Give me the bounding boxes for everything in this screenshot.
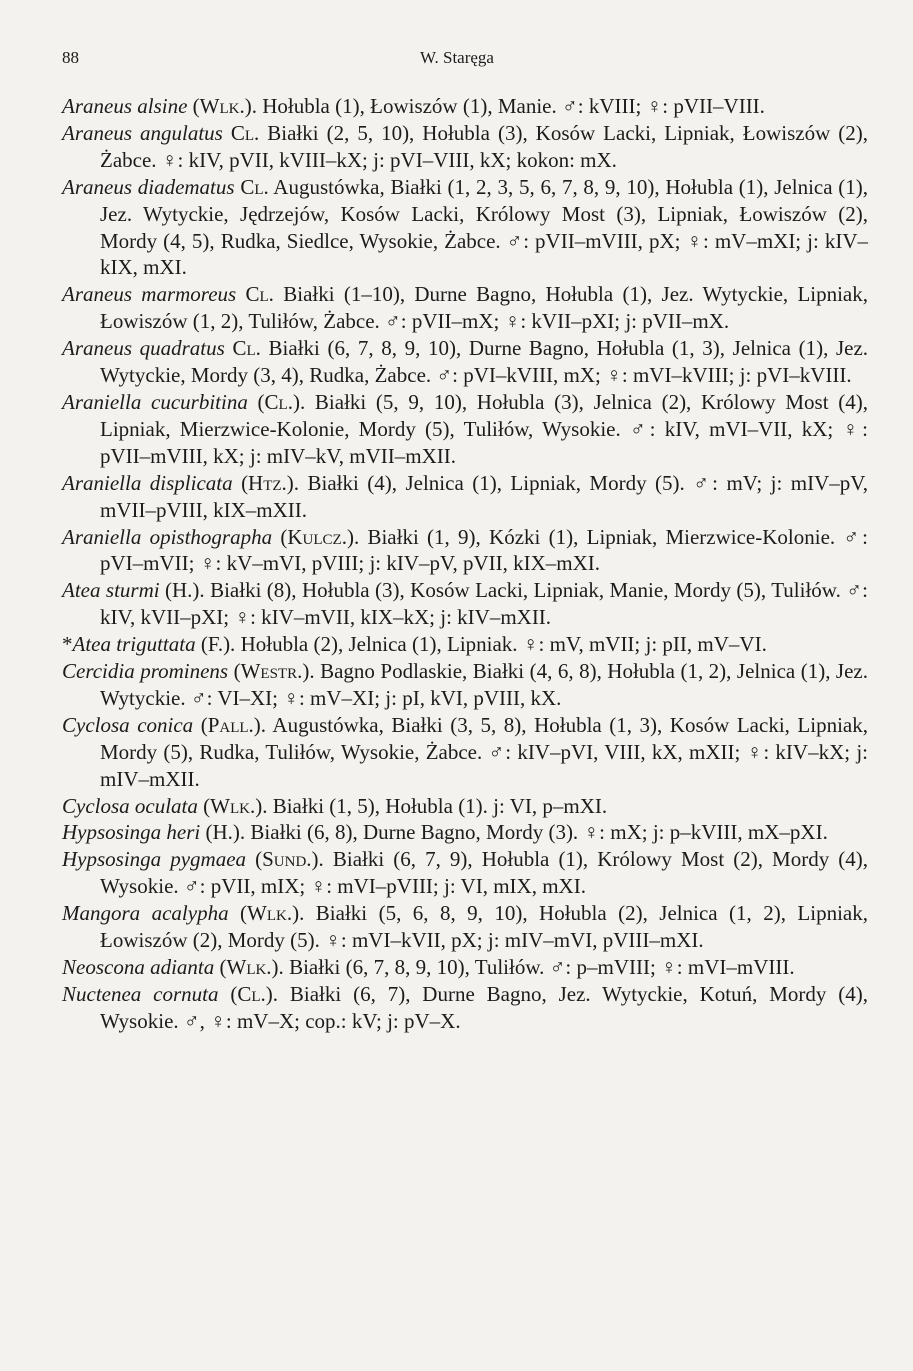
species-author: (F.). — [200, 632, 236, 657]
species-author: (Pall.). — [200, 712, 267, 737]
entry-text: Hołubla (1), Łowiszów (1), Manie. ♂: kVIII; ♀: pVII–VIII. — [256, 94, 765, 118]
entry-text: Białki (6, 7, 9), Hołubla (1), Królowy Most (2), Mordy (4), Wysokie. ♂: pVII, mIX; ♀: mVI–pVIII; j: VI, mIX, mXI. — [100, 847, 868, 899]
species-entry — [62, 335, 868, 389]
species-author: (Wlk.). — [240, 901, 305, 926]
species-name: Atea triguttata — [72, 632, 196, 657]
species-entry — [62, 658, 868, 712]
species-author: Cl. — [245, 282, 274, 307]
species-name: Cyclosa conica — [62, 712, 194, 737]
species-entry — [62, 470, 868, 524]
entry-text: Białki (5, 9, 10), Hołubla (3), Jelnica (2), Królowy Most (4), Lipniak, Mierzwice-Kolonie, Mordy (5), Tuliłów, Wysokie. ♂: kIV, mVI–VII, kX; ♀: pVII–mVIII, kX; j: mIV–kV, mVII–mXII. — [100, 389, 868, 468]
species-author: (Cl.). — [230, 981, 279, 1006]
entry-text: Białki (8), Hołubla (3), Kosów Lacki, Lipniak, Manie, Mordy (5), Tuliłów. ♂: kIV, kVII–pXI; ♀: kIV–mVII, kIX–kX; j: kIV–mXII. — [100, 578, 869, 630]
species-entry — [62, 389, 868, 470]
species-name: Cercidia prominens — [62, 659, 229, 684]
species-list — [62, 93, 868, 1035]
species-author: (Sund.). — [255, 847, 324, 872]
species-entry — [62, 631, 868, 658]
entry-text: Białki (4), Jelnica (1), Lipniak, Mordy (5). ♂: mV; j: mIV–pV, mVII–pVIII, kIX–mXII. — [100, 470, 869, 522]
page-header — [62, 48, 852, 72]
species-author: (Cl.). — [257, 389, 306, 414]
species-author: (Wlk.). — [192, 94, 257, 118]
species-name: Hypsosinga pygmaea — [62, 847, 247, 872]
species-name: Araniella opisthographa — [62, 524, 273, 549]
entry-text: Białki (6, 7, 8, 9, 10), Durne Bagno, Hołubla (1, 3), Jelnica (1), Jez. Wytyckie, Mordy (3, 4), Rudka, Żabce. ♂: pVI–kVIII, mX; ♀: mVI–kVIII; j: pVI–kVIII. — [100, 336, 869, 388]
species-name: Atea sturmi — [62, 578, 160, 603]
species-author: (H.). — [165, 578, 205, 603]
page-number: 88 — [62, 48, 79, 67]
running-title: W. Staręga — [420, 48, 494, 67]
entry-text: Augustówka, Białki (3, 5, 8), Hołubla (1, 3), Kosów Lacki, Lipniak, Mordy (5), Rudka, Tuliłów, Wysokie, Żabce. ♂: kIV–pVI, VIII, kX, mXII; ♀: kIV–kX; j: mIV–mXII. — [100, 712, 869, 791]
species-name: Araniella cucurbitina — [62, 389, 248, 414]
species-name: Araneus angulatus — [62, 120, 223, 145]
species-name: Araneus alsine — [62, 94, 188, 118]
entry-text: Białki (6, 8), Durne Bagno, Mordy (3). ♀: mX; j: p–kVIII, mX–pXI. — [245, 820, 828, 845]
species-name: Hypsosinga heri — [62, 820, 201, 845]
entry-text: Białki (5, 6, 8, 9, 10), Hołubla (2), Jelnica (1, 2), Lipniak, Łowiszów (2), Mordy (5). ♀: mVI–kVII, pX; j: mIV–mVI, pVIII–mXI. — [100, 901, 868, 953]
species-entry — [62, 900, 868, 954]
species-name: Mangora acalypha — [62, 901, 229, 926]
species-entry — [62, 524, 868, 578]
entry-prefix: * — [62, 632, 73, 657]
species-entry — [62, 93, 868, 120]
species-name: Nuctenea cornuta — [62, 981, 219, 1006]
species-entry — [62, 981, 868, 1035]
species-name: Araneus diadematus — [62, 174, 235, 199]
species-author: Cl. — [230, 120, 260, 145]
entry-text: Białki (1–10), Durne Bagno, Hołubla (1), Jez. Wytyckie, Lipniak, Łowiszów (1, 2), Tuliłów, Żabce. ♂: pVII–mX; ♀: kVII–pXI; j: pVII–mX. — [100, 282, 869, 334]
species-name: Cyclosa oculata — [62, 793, 198, 818]
species-entry — [62, 819, 868, 846]
species-name: Araneus quadratus — [62, 336, 225, 361]
species-name: Neoscona adianta — [62, 955, 215, 979]
species-author: (Wlk.). — [219, 955, 284, 979]
species-name: Araneus marmoreus — [62, 282, 237, 307]
species-author: Cl. — [232, 336, 261, 361]
species-entry — [62, 712, 868, 793]
entry-text: Augustówka, Białki (1, 2, 3, 5, 6, 7, 8, 9, 10), Hołubla (1), Jelnica (1), Jez. Wytyckie, Jędrzejów, Kosów Lacki, Królowy Most (3), Lipniak, Łowiszów (2), Mordy (4, 5), Rudka, Siedlce, Wysokie, Żabce. ♂: pVII–mVIII, pX; ♀: mV–mXI; j: kIV–kIX, mXI. — [100, 174, 869, 280]
species-entry — [62, 120, 868, 174]
species-author: (Wlk.). — [203, 793, 268, 818]
species-entry — [62, 793, 868, 820]
species-entry — [62, 954, 868, 981]
species-author: (Kulcz.). — [280, 524, 360, 549]
entry-text: Bagno Podlaskie, Białki (4, 6, 8), Hołubla (1, 2), Jelnica (1), Jez. Wytyckie. ♂: VI–XI; ♀: mV–XI; j: pI, kVI, pVIII, kX. — [100, 659, 868, 710]
entry-text: Białki (1, 9), Kózki (1), Lipniak, Mierzwice-Kolonie. ♂: pVI–mVII; ♀: kV–mVI, pVIII; j: kIV–pV, pVII, kIX–mXI. — [100, 524, 869, 576]
entry-text: Hołubla (2), Jelnica (1), Lipniak. ♀: mV, mVII; j: pII, mV–VI. — [235, 632, 767, 657]
species-entry — [62, 846, 868, 900]
species-author: (Westr.). — [233, 659, 315, 684]
species-author: (H.). — [205, 820, 246, 845]
entry-text: Białki (2, 5, 10), Hołubla (3), Kosów Lacki, Lipniak, Łowiszów (2), Żabce. ♀: kIV, pVII, kVIII–kX; j: pVI–VIII, kX; kokon: mX. — [100, 120, 869, 172]
species-entry — [62, 577, 868, 631]
species-entry — [62, 281, 868, 335]
entry-text: Białki (6, 7, 8, 9, 10), Tuliłów. ♂: p–mVIII; ♀: mVI–mVIII. — [283, 955, 795, 979]
species-entry — [62, 174, 868, 282]
species-author: Cl. — [240, 174, 269, 199]
entry-text: Białki (6, 7), Durne Bagno, Jez. Wytyckie, Kotuń, Mordy (4), Wysokie. ♂, ♀: mV–X; cop.: kV; j: pV–X. — [100, 981, 868, 1033]
species-name: Araniella displicata — [62, 470, 233, 495]
entry-text: Białki (1, 5), Hołubla (1). j: VI, p–mXI. — [267, 793, 608, 818]
species-author: (Htz.). — [241, 470, 300, 495]
